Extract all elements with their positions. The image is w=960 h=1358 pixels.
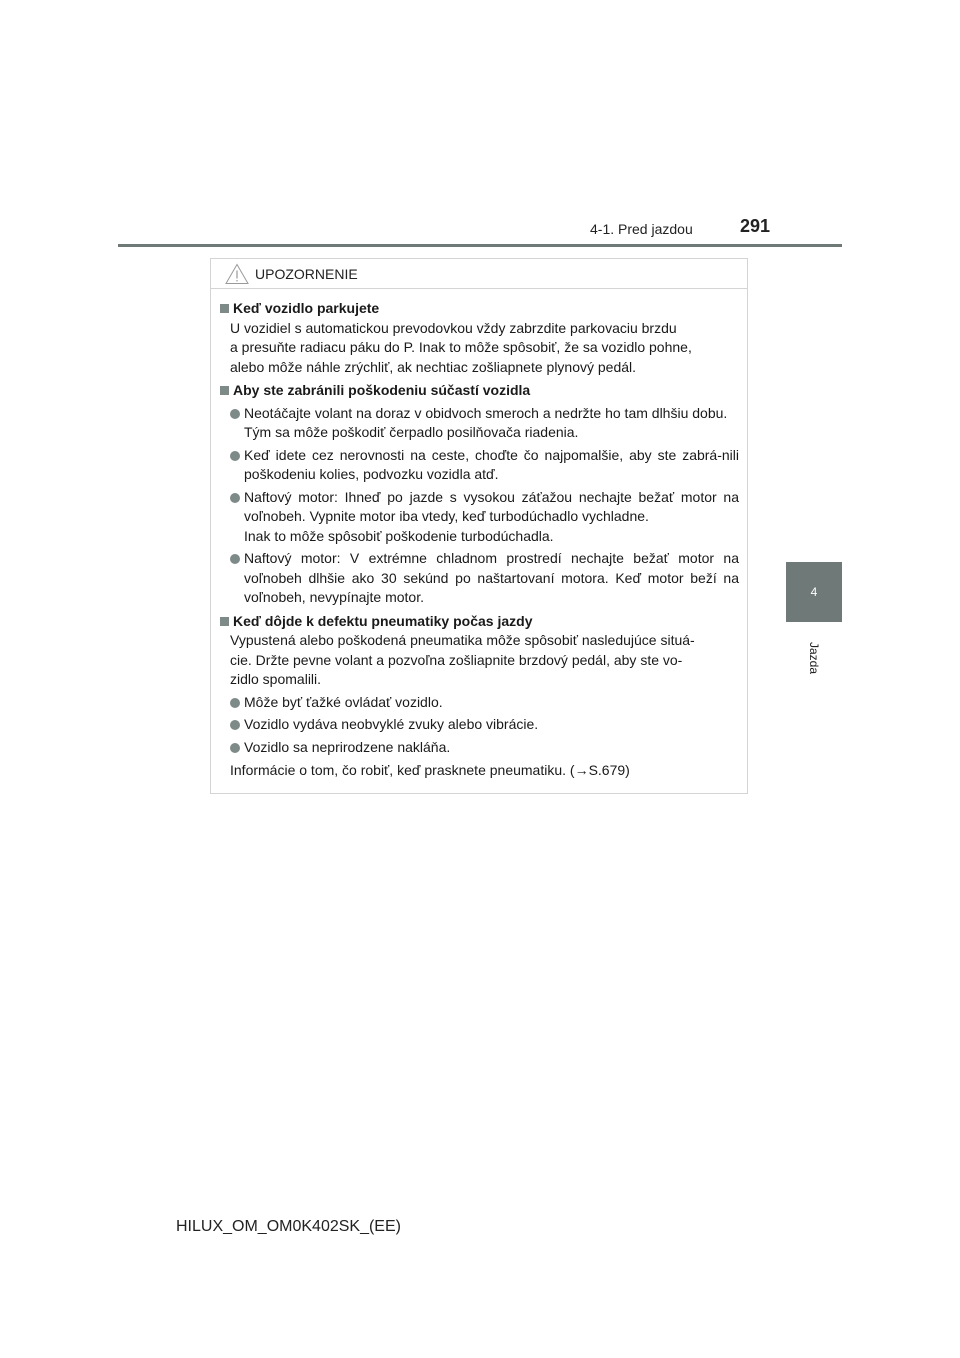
- list-item: [220, 693, 739, 713]
- square-bullet-icon: [220, 304, 229, 313]
- section-paragraph: [220, 319, 739, 378]
- round-bullet-icon: [230, 743, 240, 753]
- section-title: Keď vozidlo parkujete: [220, 299, 739, 319]
- square-bullet-icon: [220, 617, 229, 626]
- square-bullet-icon: [220, 386, 229, 395]
- warning-header: [211, 259, 747, 289]
- chapter-tab-label: Jazda: [807, 641, 821, 675]
- bullet-text: Tým sa môže poškodiť čerpadlo posilňovača riadenia.: [244, 424, 579, 440]
- paragraph-line: cie. Držte pevne volant a pozvoľna zošliapnite brzdový pedál, aby ste vo-: [230, 651, 683, 668]
- bullet-text: Môže byť ťažké ovládať vozidlo.: [244, 693, 443, 710]
- chapter-tab: [786, 562, 842, 622]
- list-item: [220, 446, 739, 485]
- warning-box: [210, 258, 748, 794]
- round-bullet-icon: [230, 493, 240, 503]
- round-bullet-icon: [230, 451, 240, 461]
- paragraph-line: alebo môže náhle zrýchliť, ak nechtiac zošliapnete plynový pedál.: [230, 358, 637, 375]
- page-number: 291: [740, 216, 771, 236]
- paragraph-line: zidlo spomalili.: [230, 671, 322, 687]
- round-bullet-icon: [230, 554, 240, 564]
- warning-triangle-icon: [225, 263, 249, 285]
- bullet-text: Keď idete cez nerovnosti na ceste, choďte čo najpomalšie, aby ste zabrá-nili poškodeniu kolies, podvozku vozidla atď.: [244, 446, 739, 482]
- list-item: [220, 549, 739, 608]
- footer-document-code: HILUX_OM_OM0K402SK_(EE): [176, 1218, 401, 1235]
- bullet-text: Inak to môže spôsobiť poškodenie turbodúchadla.: [244, 527, 554, 544]
- chapter-tab-number: 4: [810, 585, 818, 599]
- round-bullet-icon: [230, 698, 240, 708]
- section-title: Aby ste zabránili poškodeniu súčastí vozidla: [220, 381, 739, 401]
- paragraph-line: a presuňte radiacu páku do P. Inak to môže spôsobiť, že sa vozidlo pohne,: [230, 339, 692, 355]
- bullet-text: Naftový motor: Ihneď po jazde s vysokou záťažou nechajte bežať motor na voľnobeh. Vypnite motor iba vtedy, keď turbodúchadlo vychladne.: [244, 488, 739, 524]
- header-rule: [118, 244, 842, 247]
- bullet-text: Naftový motor: V extrémne chladnom prostredí nechajte bežať motor na voľnobeh dlhšie ako 30 sekúnd po naštartovaní motora. Keď motor beží na voľnobeh, nevypínajte motor.: [244, 550, 739, 605]
- bullet-text: Vozidlo vydáva neobvyklé zvuky alebo vibrácie.: [244, 716, 539, 732]
- paragraph-line: U vozidiel s automatickou prevodovkou vždy zabrzdite parkovaciu brzdu: [230, 319, 677, 336]
- header-section-title: 4-1. Pred jazdou: [590, 221, 693, 237]
- section-note: [220, 761, 739, 781]
- paragraph-line: Vypustená alebo poškodená pneumatika môže spôsobiť nasledujúce situá-: [230, 632, 695, 648]
- warning-body: [211, 289, 747, 781]
- list-item: [220, 404, 739, 443]
- list-item: [220, 738, 739, 758]
- warning-title: UPOZORNENIE: [255, 265, 358, 282]
- list-item: [220, 715, 739, 735]
- round-bullet-icon: [230, 409, 240, 419]
- round-bullet-icon: [230, 720, 240, 730]
- section-paragraph: [220, 631, 739, 690]
- list-item: [220, 488, 739, 547]
- note-text: Informácie o tom, čo robiť, keď prasknete pneumatiku. (→S.679): [230, 762, 630, 778]
- bullet-text: Vozidlo sa neprirodzene nakláňa.: [244, 738, 451, 755]
- section-title: Keď dôjde k defektu pneumatiky počas jazdy: [220, 612, 739, 632]
- bullet-text: Neotáčajte volant na doraz v obidvoch smeroch a nedržte ho tam dlhšiu dobu.: [244, 404, 728, 421]
